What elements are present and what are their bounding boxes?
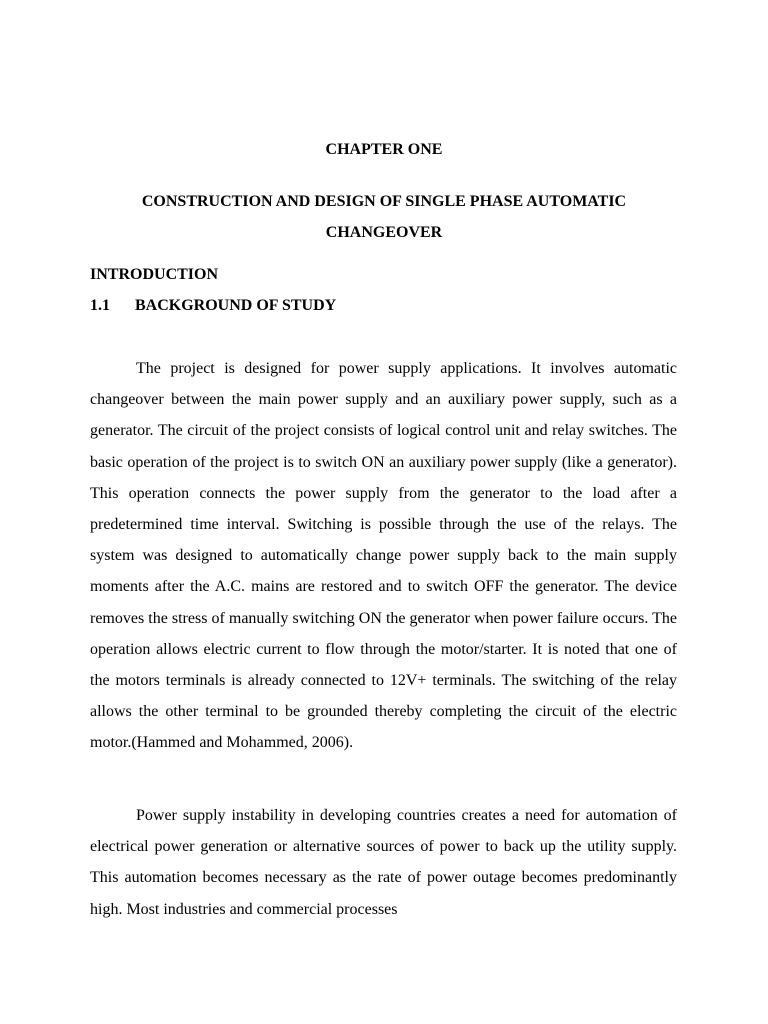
body-paragraph: Power supply instability in developing countries creates a need for automation of electrical power generation or alternative sources of power to back up the utility supply. This automation becomes necessary as the rate of power outage becomes predominantly high. Most industries and commercial processes xyxy=(90,807,677,918)
body-paragraph: The project is designed for power supply applications. It involves automatic changeover between the main power supply and an auxiliary power supply, such as a generator. The circuit of the project consists of logical control unit and relay switches. The basic operation of the project is to switch ON an auxiliary power supply (like a generator). This operation connects the power supply from the generator to the load after a predetermined time interval. Switching is possible through the use of the relays. The system was designed to automatically change power supply back to the main supply moments after the A.C. mains are restored and to switch OFF the generator. The device removes the stress of manually switching ON the generator when power failure occurs. The operation allows electric current to flow through the motor/starter. It is noted that one of the motors terminals is already connected to 12V+ terminals. The switching of the relay allows the other terminal to be grounded thereby completing the circuit of the electric motor.(Hammed and Mohammed, 2006). xyxy=(90,360,677,752)
section-heading xyxy=(90,296,336,316)
section-number: 1.1 xyxy=(90,297,110,314)
introduction-heading: INTRODUCTION xyxy=(90,266,219,283)
document-title: CONSTRUCTION AND DESIGN OF SINGLE PHASE AUTOMATIC CHANGEOVER xyxy=(141,193,627,241)
chapter-label: CHAPTER ONE xyxy=(325,141,443,158)
section-title: BACKGROUND OF STUDY xyxy=(135,297,337,314)
